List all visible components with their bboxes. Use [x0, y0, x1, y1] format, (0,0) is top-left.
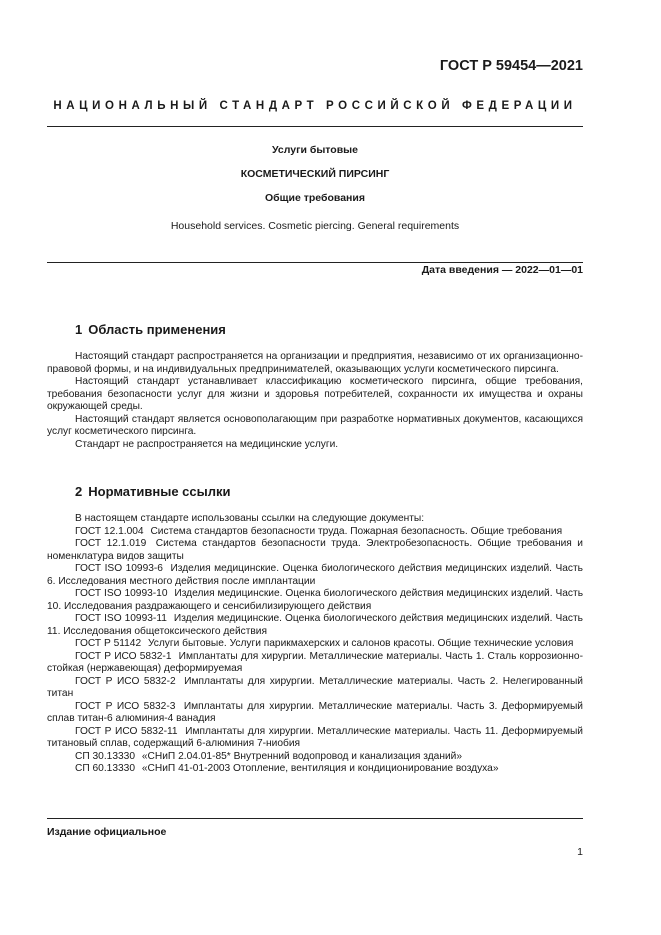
top-divider: [47, 126, 583, 127]
reference-code: ГОСТ 12.1.019: [75, 538, 147, 549]
reference-code: ГОСТ ISO 10993-6: [75, 563, 163, 574]
footer-divider: [47, 818, 583, 819]
title-line-3: Общие требования: [265, 192, 365, 204]
reference-code: ГОСТ 12.1.004: [75, 525, 144, 537]
title-line-2: КОСМЕТИЧЕСКИЙ ПИРСИНГ: [240, 168, 390, 180]
reference-title: Система стандартов безопасности труда. Электробезопасность. Общие требования и номенклатура видов защиты: [47, 538, 583, 562]
reference-item: [47, 763, 583, 776]
paragraph: Настоящий стандарт является основополагающим при разработке нормативных документов, касающихся услуг косметического пирсинга.: [47, 413, 583, 437]
references-intro: В настоящем стандарте использованы ссылки на следующие документы:: [75, 513, 425, 524]
reference-item: [47, 651, 583, 676]
official-edition-label: Издание официальное: [47, 826, 167, 838]
paragraph: Настоящий стандарт распространяется на организации и предприятия, независимо от их организационно-правовой формы, и на индивидуальных предпринимателей, оказывающих услуги косметического пирсинга.: [47, 351, 583, 375]
section-title: Нормативные ссылки: [88, 484, 231, 499]
reference-item: [47, 538, 583, 563]
title-line-1: Услуги бытовые: [272, 144, 358, 156]
reference-title: Имплантаты для хирургии. Металлические материалы. Часть 1. Сталь коррозионно-стойкая (нержавеющая) деформируемая: [47, 650, 583, 674]
section-heading: [75, 484, 583, 499]
reference-item: [47, 701, 583, 726]
section-heading: [75, 322, 583, 337]
english-title: Household services. Cosmetic piercing. General requirements: [170, 220, 460, 232]
reference-title: Имплантаты для хирургии. Металлические материалы. Часть 3. Деформируемый сплав титан-6 алюминия-4 ванадия: [47, 700, 583, 724]
reference-code: ГОСТ ISO 10993-10: [75, 588, 168, 599]
page-number: 1: [577, 846, 583, 858]
title-divider: [47, 262, 583, 263]
reference-item: [47, 751, 583, 764]
reference-item: [47, 676, 583, 701]
paragraph: Настоящий стандарт устанавливает классификацию косметического пирсинга, общие требования, требования безопасности услуг для жизни и здоровья потребителей, сохранности их имущества и охраны окружающей среды.: [47, 376, 583, 412]
reference-code: ГОСТ Р 51142: [75, 638, 142, 649]
section-normative-references: [47, 484, 583, 776]
reference-item: [47, 613, 583, 638]
reference-code: ГОСТ Р ИСО 5832-2: [75, 675, 176, 687]
section-title: Область применения: [88, 322, 226, 337]
reference-code: ГОСТ Р ИСО 5832-1: [75, 650, 172, 662]
reference-title: Имплантаты для хирургии. Металлические материалы. Часть 11. Деформируемый титановый сплав, содержащий 6-алюминия 7-ниобия: [47, 725, 583, 749]
reference-title: Изделия медицинские. Оценка биологического действия медицинских изделий. Часть 11. Исследования общетоксического действия: [47, 613, 583, 637]
section-number: 1: [75, 322, 83, 337]
reference-code: ГОСТ Р ИСО 5832-11: [75, 725, 178, 737]
introduction-date: Дата введения — 2022—01—01: [421, 264, 583, 276]
paragraph: Стандарт не распространяется на медицинские услуги.: [75, 438, 339, 450]
reference-title: Система стандартов безопасности труда. Пожарная безопасность. Общие требования: [150, 525, 563, 537]
section-number: 2: [75, 484, 83, 499]
reference-title: «СНиП 2.04.01-85* Внутренний водопровод и канализация зданий»: [141, 750, 463, 762]
reference-item: [47, 563, 583, 588]
reference-title: Изделия медицинские. Оценка биологического действия медицинских изделий. Часть 6. Исследования местного действия после имплантации: [47, 563, 583, 587]
reference-item: [47, 726, 583, 751]
reference-item: [47, 588, 583, 613]
reference-title: Услуги бытовые. Услуги парикмахерских и салонов красоты. Общие технические условия: [147, 638, 574, 649]
section-scope: [47, 322, 583, 451]
reference-code: ГОСТ Р ИСО 5832-3: [75, 700, 176, 712]
reference-item: [47, 638, 583, 651]
reference-item: [47, 526, 583, 539]
document-number: ГОСТ Р 59454—2021: [439, 58, 583, 74]
reference-title: Имплантаты для хирургии. Металлические материалы. Часть 2. Нелегированный титан: [47, 675, 583, 699]
reference-title: Изделия медицинские. Оценка биологического действия медицинских изделий. Часть 10. Исследования раздражающего и сенсибилизирующего действия: [47, 588, 583, 612]
reference-code: ГОСТ ISO 10993-11: [75, 613, 167, 624]
reference-code: СП 60.13330: [75, 763, 136, 774]
reference-title: «СНиП 41-01-2003 Отопление, вентиляция и кондиционирование воздуха»: [141, 763, 499, 774]
national-standard-heading: НАЦИОНАЛЬНЫЙ СТАНДАРТ РОССИЙСКОЙ ФЕДЕРАЦИИ: [53, 100, 577, 112]
reference-code: СП 30.13330: [75, 750, 136, 762]
